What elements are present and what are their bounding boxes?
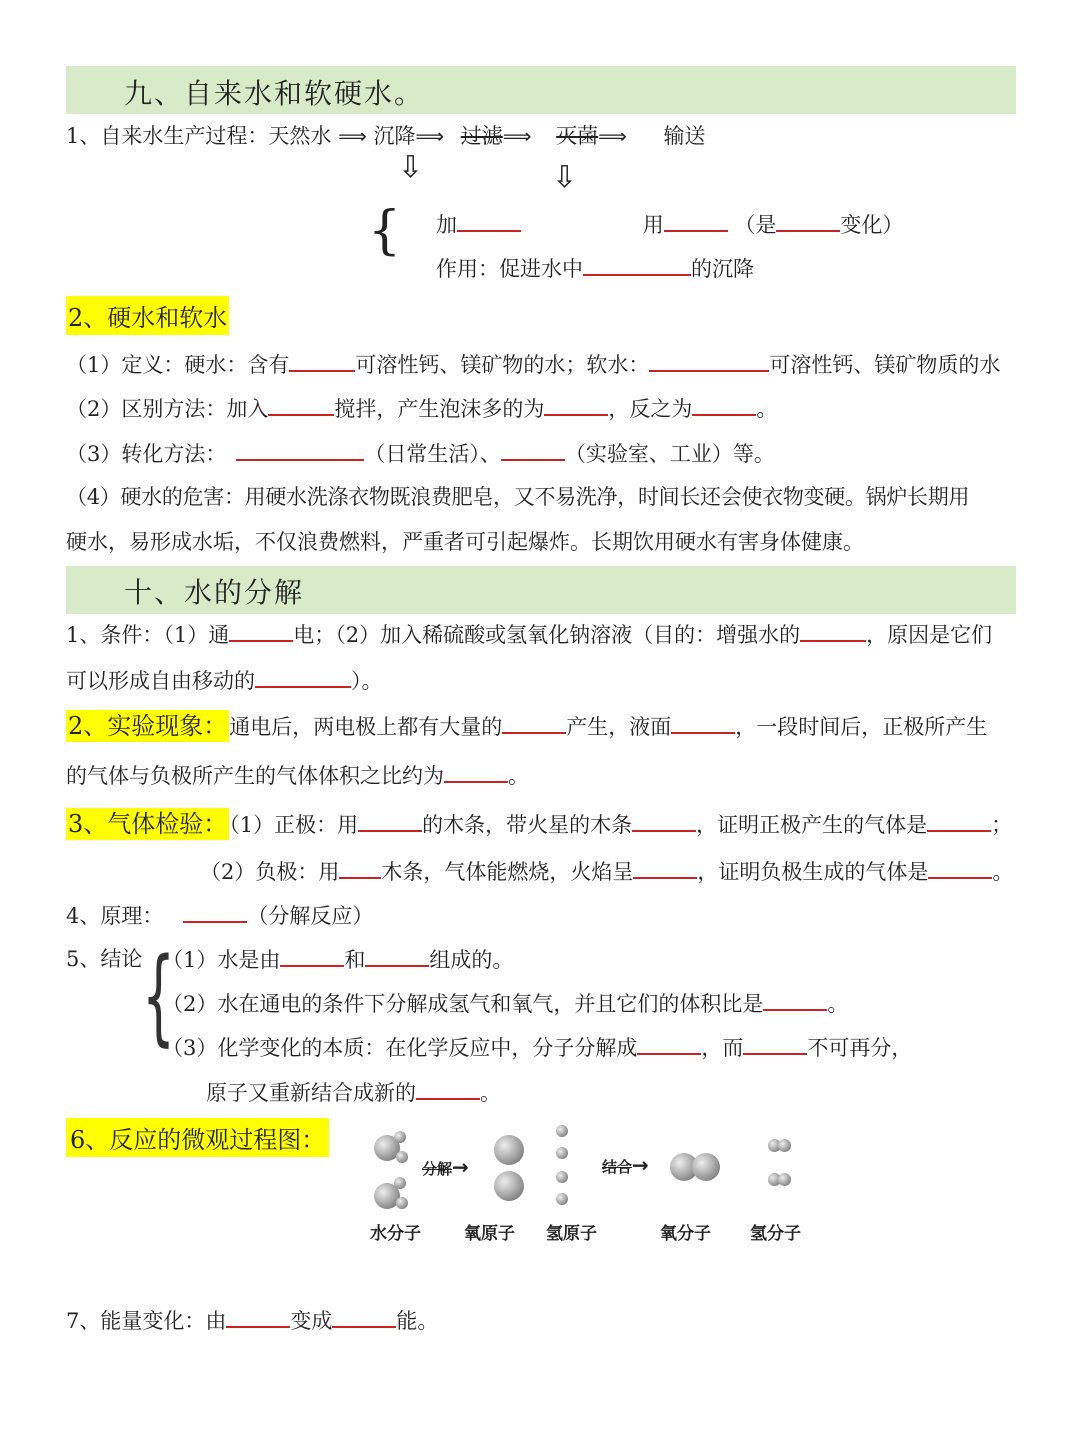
text: 电；（2）加入稀硫酸或氢氧化钠溶液（目的：增强水的 xyxy=(293,623,801,647)
blank[interactable] xyxy=(927,808,991,832)
blank[interactable] xyxy=(763,987,827,1011)
oxygen-atom xyxy=(692,1153,720,1181)
micro-diagram xyxy=(360,1125,830,1245)
arrow-right-icon: ⟹ xyxy=(598,124,627,148)
energy-line xyxy=(66,1304,438,1335)
hydrogen-atom xyxy=(778,1173,791,1186)
test-line-2 xyxy=(200,855,1013,886)
decompose-arrow xyxy=(422,1155,469,1179)
text: ，一段时间后，正极所产生 xyxy=(735,715,988,739)
arrow-right-icon: → xyxy=(632,1153,649,1177)
text: ； xyxy=(991,813,1013,837)
conclusion-3 xyxy=(162,1031,912,1062)
text: 木条，气体能燃烧，火焰呈 xyxy=(381,860,634,884)
text: 。 xyxy=(508,764,529,788)
hydrogen-atom xyxy=(556,1125,568,1137)
text: ，证明正极产生的气体是 xyxy=(696,813,928,837)
label-hydrogen-molecule: 氢分子 xyxy=(750,1224,801,1244)
arrow-down-icon: ⇩ xyxy=(398,150,424,185)
hydrogen-atom xyxy=(556,1171,568,1183)
text: 用 xyxy=(642,213,664,237)
brace-line-2 xyxy=(436,252,754,283)
conclusion-1 xyxy=(162,943,513,974)
oxygen-atom xyxy=(494,1171,524,1201)
blank[interactable] xyxy=(583,252,691,276)
observation-line-1 xyxy=(66,706,987,741)
blank[interactable] xyxy=(226,1304,290,1328)
text: （1）正极：用 xyxy=(229,813,359,837)
step-4: 输送 xyxy=(663,124,706,148)
conclusion-label: 5、结论 xyxy=(66,947,143,971)
condition-line-1 xyxy=(66,618,992,649)
text: ，证明负极生成的气体是 xyxy=(697,860,929,884)
text: （分解反应） xyxy=(247,904,374,928)
brace-line-1 xyxy=(436,208,903,239)
blank[interactable] xyxy=(664,208,728,232)
text: 不可再分， xyxy=(807,1036,913,1060)
hs-line-4: （4）硬水的危害：用硬水洗涤衣物既浪费肥皂，又不易洗净，时间长还会使衣物变硬。锅炉长期用 xyxy=(66,485,970,509)
text: 。 xyxy=(480,1081,501,1105)
label-hydrogen-atom: 氢原子 xyxy=(546,1224,597,1244)
text: 可以形成自由移动的 xyxy=(66,669,255,693)
observation-line-2 xyxy=(66,759,529,790)
blank[interactable] xyxy=(928,855,992,879)
principle-line xyxy=(66,899,373,930)
brace-icon: { xyxy=(142,935,176,1057)
text: 作用：促进水中 xyxy=(436,257,583,281)
arrow-right-icon: ⟹ xyxy=(415,124,445,148)
text: 。 xyxy=(756,397,778,421)
text: 通电后，两电极上都有大量的 xyxy=(229,715,503,739)
hs-line-2 xyxy=(66,392,777,423)
text: （实验室、工业）等。 xyxy=(564,442,775,466)
blank[interactable] xyxy=(289,348,355,372)
text: 产生，液面 xyxy=(566,715,672,739)
process-label: 1、自来水生产过程：天然水 xyxy=(66,124,332,148)
text: 搅拌，产生泡沫多的为 xyxy=(334,397,545,421)
label-water-molecule: 水分子 xyxy=(370,1224,421,1244)
blank[interactable] xyxy=(332,1304,396,1328)
text: ，而 xyxy=(701,1036,744,1060)
text: 变化） xyxy=(840,213,904,237)
blank[interactable] xyxy=(229,618,293,642)
blank[interactable] xyxy=(501,437,565,461)
blank[interactable] xyxy=(649,348,769,372)
blank[interactable] xyxy=(692,392,756,416)
conclusion-4 xyxy=(206,1076,501,1107)
hydrogen-atom xyxy=(396,1151,408,1163)
hydrogen-atom xyxy=(394,1131,406,1143)
blank[interactable] xyxy=(444,759,508,783)
text: （日常生活）、 xyxy=(364,442,501,466)
text: 7、能量变化：由 xyxy=(66,1309,227,1333)
blank[interactable] xyxy=(457,208,521,232)
text: （3）转化方法： xyxy=(66,442,227,466)
step-1: 沉降 xyxy=(373,124,416,148)
gas-test-title: 3、气体检验： xyxy=(68,810,228,838)
arrow-right-icon: ⟹ xyxy=(502,124,532,148)
oxygen-atom xyxy=(494,1135,524,1165)
blank[interactable] xyxy=(365,943,429,967)
blank[interactable] xyxy=(544,392,608,416)
hs-line-1 xyxy=(66,348,1000,379)
text: 原子又重新结合成新的 xyxy=(206,1081,416,1105)
text: 。 xyxy=(992,860,1014,884)
text: 1、条件：（1）通 xyxy=(66,623,230,647)
arrow-right-icon: → xyxy=(452,1155,469,1179)
text: 组成的。 xyxy=(429,948,514,972)
blank[interactable] xyxy=(743,1031,807,1055)
blank[interactable] xyxy=(502,710,566,734)
text: （2）负极：用 xyxy=(200,860,340,884)
text: 能。 xyxy=(396,1309,439,1333)
blank[interactable] xyxy=(339,855,381,879)
observation-title: 2、实验现象： xyxy=(68,712,228,740)
text: 加 xyxy=(436,213,457,237)
label-oxygen-atom: 氧原子 xyxy=(464,1224,515,1244)
text: （3）化学变化的本质：在化学反应中，分子分解成 xyxy=(162,1036,638,1060)
blank[interactable] xyxy=(358,808,422,832)
hydrogen-atom xyxy=(556,1147,568,1159)
text: ，反之为 xyxy=(608,397,693,421)
hs-line-3 xyxy=(66,437,775,468)
blank[interactable] xyxy=(236,437,364,461)
test-line-1 xyxy=(66,804,1012,839)
text: （1）定义：硬水：含有 xyxy=(66,353,290,377)
hard-soft-title: 2、硬水和软水 xyxy=(66,296,229,335)
text: （1）水是由 xyxy=(162,948,281,972)
blank[interactable] xyxy=(632,808,696,832)
tap-water-process xyxy=(66,120,706,150)
text: （2）区别方法：加入 xyxy=(66,397,269,421)
text: 。 xyxy=(827,992,849,1016)
brace-icon: { xyxy=(368,201,402,261)
text: （是 xyxy=(734,213,777,237)
text: 4、原理： xyxy=(66,904,164,928)
text: （2）水在通电的条件下分解成氢气和氧气，并且它们的体积比是 xyxy=(162,992,764,1016)
blank[interactable] xyxy=(671,710,735,734)
blank[interactable] xyxy=(280,943,344,967)
text: 可溶性钙、镁矿物质的水 xyxy=(769,353,1001,377)
blank[interactable] xyxy=(776,208,840,232)
blank[interactable] xyxy=(255,664,351,688)
combine-label: 结合 xyxy=(602,1158,633,1176)
blank[interactable] xyxy=(183,899,247,923)
label-oxygen-molecule: 氧分子 xyxy=(660,1224,711,1244)
decompose-label: 分解 xyxy=(422,1160,453,1178)
step-3: 灭菌 xyxy=(556,124,599,148)
hydrogen-atom xyxy=(396,1197,408,1209)
step-2: 过滤 xyxy=(460,124,503,148)
text: 的气体与负极所产生的气体体积之比约为 xyxy=(66,764,444,788)
micro-process-title: 6、反应的微观过程图： xyxy=(66,1118,329,1157)
text: 的木条，带火星的木条 xyxy=(422,813,633,837)
text: 可溶性钙、镁矿物的水；软水： xyxy=(355,353,650,377)
conclusion-2 xyxy=(162,987,848,1018)
section-9-title: 九、自来水和软硬水。 xyxy=(124,77,425,110)
blank[interactable] xyxy=(633,855,697,879)
text: ，原因是它们 xyxy=(866,623,993,647)
blank[interactable] xyxy=(268,392,334,416)
section-10-title: 十、水的分解 xyxy=(124,576,305,609)
text: ）。 xyxy=(351,669,383,693)
blank[interactable] xyxy=(416,1076,480,1100)
text: 和 xyxy=(344,948,366,972)
arrow-right-icon: ⟹ xyxy=(338,124,367,148)
condition-line-2 xyxy=(66,664,383,695)
combine-arrow xyxy=(602,1153,649,1177)
blank[interactable] xyxy=(637,1031,701,1055)
hydrogen-atom xyxy=(778,1139,791,1152)
hs-line-5: 硬水，易形成水垢，不仅浪费燃料，严重者可引起爆炸。长期饮用硬水有害身体健康。 xyxy=(66,530,864,554)
hydrogen-atom xyxy=(394,1177,406,1189)
text: 变成 xyxy=(290,1309,333,1333)
hydrogen-atom xyxy=(556,1193,568,1205)
text: 的沉降 xyxy=(691,257,754,281)
arrow-down-icon: ⇩ xyxy=(552,160,578,195)
blank[interactable] xyxy=(800,618,866,642)
